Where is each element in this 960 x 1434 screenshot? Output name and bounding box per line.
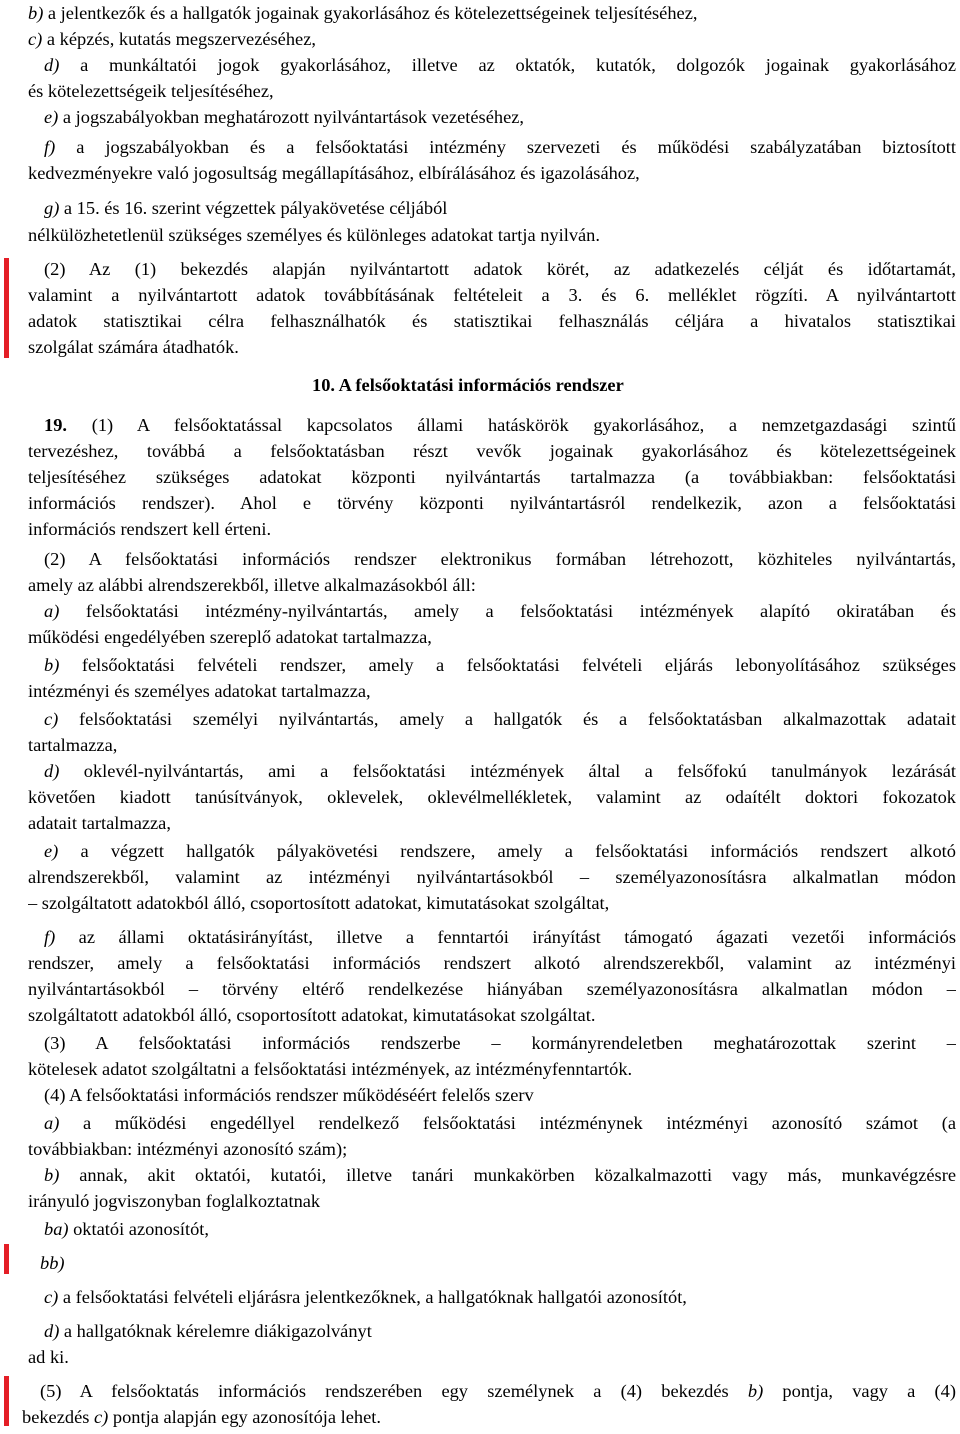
- text-line: [44, 838, 956, 864]
- text-segment: 10. A felsőoktatási információs rendszer: [312, 375, 624, 395]
- item-marker: b): [747, 1381, 764, 1401]
- text-segment: a hallgatóknak kérelemre diákigazolványt: [59, 1321, 372, 1341]
- text-line: [44, 1110, 956, 1136]
- item-marker: ba): [44, 1219, 69, 1239]
- item-marker: e): [44, 107, 59, 127]
- text-segment: pontja, vagy a (4): [763, 1381, 956, 1401]
- text-line: [44, 195, 956, 221]
- text-line: [28, 1002, 956, 1028]
- text-segment: szolgáltatott adatokból álló, csoportosított adatokat, kimutatásokat szolgáltat.: [28, 1005, 596, 1025]
- text-line: [44, 652, 956, 678]
- text-segment: irányuló jogviszonyban foglalkoztatnak: [28, 1191, 321, 1211]
- text-line: [28, 1344, 956, 1370]
- item-marker: d): [44, 1321, 60, 1341]
- text-line: [28, 464, 956, 490]
- text-segment: amely az alábbi alrendszerekből, illetve alkalmazásokból áll:: [28, 575, 476, 595]
- text-line: [44, 758, 956, 784]
- item-marker: a): [44, 1113, 60, 1133]
- text-segment: (5) A felsőoktatás információs rendszerében egy személynek a (4) bekezdés: [40, 1381, 748, 1401]
- text-segment: (4) A felsőoktatási információs rendszer működéséért felelős szerv: [44, 1085, 534, 1105]
- item-marker: f): [44, 137, 56, 157]
- text-line: [44, 134, 956, 160]
- text-line: [44, 412, 956, 438]
- item-marker: c): [44, 1287, 59, 1307]
- text-segment: nélkülözhetetlenül szükséges személyes és különleges adatokat tartja nyilván.: [28, 225, 600, 245]
- item-marker: b): [44, 655, 60, 675]
- item-marker: d): [44, 761, 60, 781]
- text-segment: alrendszerekből, valamint az intézményi nyilvántartásokból – személyazonosításra alkalmatlan módon: [28, 867, 956, 887]
- item-marker: bb): [40, 1253, 65, 1273]
- text-segment: felsőoktatási intézmény-nyilvántartás, amely a felsőoktatási intézmények alapító okiratában és: [59, 601, 956, 621]
- text-line: [28, 864, 956, 890]
- text-line: [28, 0, 956, 26]
- text-segment: szolgálat számára átadhatók.: [28, 337, 239, 357]
- text-segment: felsőoktatási személyi nyilvántartás, amely a hallgatók és a felsőoktatásban alkalmazottak adatait: [58, 709, 956, 729]
- text-line: [28, 222, 956, 248]
- text-segment: oktatói azonosítót,: [68, 1219, 209, 1239]
- item-marker: a): [44, 601, 60, 621]
- text-segment: teljesítéséhez szükséges adatokat központi nyilvántartás tartalmazza (a továbbiakban: felsőoktatási: [28, 467, 956, 487]
- text-segment: a munkáltatói jogok gyakorlásához, illetve az oktatók, kutatók, dolgozók jogainak gyakorlásához: [59, 55, 956, 75]
- text-line: [28, 810, 956, 836]
- text-segment: oklevél-nyilvántartás, ami a felsőoktatási intézmények által a felsőfokú tanulmányok lezárását: [59, 761, 956, 781]
- text-line: [44, 706, 956, 732]
- text-line: [22, 1404, 956, 1430]
- text-line: [28, 624, 956, 650]
- text-segment: működési engedélyében szereplő adatokat tartalmazza,: [28, 627, 432, 647]
- text-line: [28, 1188, 956, 1214]
- text-segment: (3) A felsőoktatási információs rendszerbe – kormányrendeletben meghatározottak szerint –: [44, 1033, 956, 1053]
- text-line: [28, 334, 956, 360]
- text-segment: kedvezményekre való jogosultság megállapításához, elbírálásához és igazolásához,: [28, 163, 640, 183]
- text-line: [44, 1162, 956, 1188]
- text-line: [28, 678, 956, 704]
- text-line: [44, 546, 956, 572]
- text-line: [28, 572, 956, 598]
- text-line: [28, 784, 956, 810]
- text-segment: és kötelezettségeik teljesítéséhez,: [28, 81, 274, 101]
- text-line: [44, 1318, 956, 1344]
- text-segment: a működési engedéllyel rendelkező felsőoktatási intézménynek intézményi azonosító számot (a: [59, 1113, 956, 1133]
- text-line: [28, 890, 956, 916]
- text-segment: – szolgáltatott adatokból álló, csoportosított adatokat, kimutatásokat szolgáltat,: [28, 893, 610, 913]
- text-line: [40, 1250, 956, 1276]
- item-marker: c): [94, 1407, 109, 1427]
- text-segment: információs rendszer). Ahol e törvény központi nyilvántartásról rendelkezik, azon a felsőoktatási: [28, 493, 956, 513]
- text-line: [28, 516, 956, 542]
- item-marker: d): [44, 55, 60, 75]
- text-line: [40, 1378, 956, 1404]
- text-line: [44, 924, 956, 950]
- text-line: [28, 308, 956, 334]
- section-heading: [312, 372, 956, 398]
- text-segment: valamint a nyilvántartott adatok továbbításának feltételeit a 3. és 6. melléklet rögzíti. A nyilvántartott: [28, 285, 956, 305]
- item-marker: b): [44, 1165, 60, 1185]
- text-segment: tervezéshez, továbbá a felsőoktatásban részt vevők jogainak gyakorlásához és kötelezettségeinek: [28, 441, 956, 461]
- text-segment: továbbiakban: intézményi azonosító szám);: [28, 1139, 348, 1159]
- text-segment: (1) A felsőoktatással kapcsolatos állami hatáskörök gyakorlásához, a nemzetgazdasági szintű: [67, 415, 956, 435]
- item-marker: c): [44, 709, 59, 729]
- text-line: [28, 1056, 956, 1082]
- item-marker: c): [28, 29, 43, 49]
- text-segment: annak, akit oktatói, kutatói, illetve tanári munkakörben közalkalmazotti vagy más, munkavégzésre: [59, 1165, 956, 1185]
- text-segment: a felsőoktatási felvételi eljárásra jelentkezőknek, a hallgatóknak hallgatói azonosítót,: [58, 1287, 687, 1307]
- text-line: [28, 1136, 956, 1162]
- text-segment: a jogszabályokban meghatározott nyilvántartások vezetéséhez,: [58, 107, 524, 127]
- text-segment: követően kiadott tanúsítványok, oklevelek, oklevélmellékletek, valamint az odaítélt doktori fokozatok: [28, 787, 956, 807]
- text-segment: a 15. és 16. szerint végzettek pályakövetése céljából: [59, 198, 448, 218]
- text-line: [44, 104, 956, 130]
- text-segment: (2) Az (1) bekezdés alapján nyilvántartott adatok körét, az adatkezelés célját és időtartamát,: [44, 259, 956, 279]
- text-segment: pontja alapján egy azonosítója lehet.: [108, 1407, 381, 1427]
- text-line: [44, 52, 956, 78]
- item-marker: f): [44, 927, 56, 947]
- text-segment: bekezdés: [22, 1407, 94, 1427]
- text-segment: adatait tartalmazza,: [28, 813, 171, 833]
- revision-marker: [4, 258, 9, 358]
- text-segment: (2) A felsőoktatási információs rendszer elektronikus formában létrehozott, közhiteles nyilvántartás,: [44, 549, 956, 569]
- revision-marker: [4, 1376, 9, 1426]
- text-segment: ad ki.: [28, 1347, 69, 1367]
- text-line: [28, 78, 956, 104]
- revision-marker: [4, 1244, 9, 1274]
- item-marker: b): [28, 3, 44, 23]
- text-segment: a jogszabályokban és a felsőoktatási intézmény szervezeti és működési szabályzatában biztosított: [55, 137, 956, 157]
- text-segment: az állami oktatásirányítást, illetve a fenntartói irányítást támogató ágazati vezetői információs: [55, 927, 956, 947]
- text-segment: nyilvántartásokból – törvény eltérő rendelkezése hiányában személyazonosításra alkalmatlan módon –: [28, 979, 956, 999]
- text-segment: a képzés, kutatás megszervezéséhez,: [42, 29, 316, 49]
- text-segment: a jelentkezők és a hallgatók jogainak gyakorlásához és kötelezettségeinek teljesítéséhez,: [43, 3, 698, 23]
- text-line: [28, 950, 956, 976]
- text-segment: rendszer, amely a felsőoktatási információs rendszert alkotó alrendszerekből, valamint az intézményi: [28, 953, 956, 973]
- text-segment: a végzett hallgatók pályakövetési rendszere, amely a felsőoktatási információs rendszert alkotó: [58, 841, 956, 861]
- text-segment: tartalmazza,: [28, 735, 118, 755]
- text-line: [28, 282, 956, 308]
- text-line: [44, 1082, 956, 1108]
- text-line: [28, 160, 956, 186]
- text-line: [44, 598, 956, 624]
- text-line: [44, 256, 956, 282]
- text-line: [28, 438, 956, 464]
- section-number: 19.: [44, 415, 67, 435]
- text-segment: adatok statisztikai célra felhasználhatók és statisztikai felhasználás céljára a hivatalos statisztikai: [28, 311, 956, 331]
- item-marker: e): [44, 841, 59, 861]
- text-line: [28, 26, 956, 52]
- text-line: [44, 1030, 956, 1056]
- text-segment: felsőoktatási felvételi rendszer, amely a felsőoktatási felvételi eljárás lebonyolításához szükséges: [59, 655, 956, 675]
- text-line: [44, 1284, 956, 1310]
- item-marker: g): [44, 198, 60, 218]
- text-line: [44, 1216, 956, 1242]
- text-line: [28, 732, 956, 758]
- text-segment: kötelesek adatot szolgáltatni a felsőoktatási intézmények, az intézményfenntartók.: [28, 1059, 633, 1079]
- text-line: [28, 976, 956, 1002]
- text-line: [28, 490, 956, 516]
- text-segment: intézményi és személyes adatokat tartalmazza,: [28, 681, 371, 701]
- text-segment: információs rendszert kell érteni.: [28, 519, 272, 539]
